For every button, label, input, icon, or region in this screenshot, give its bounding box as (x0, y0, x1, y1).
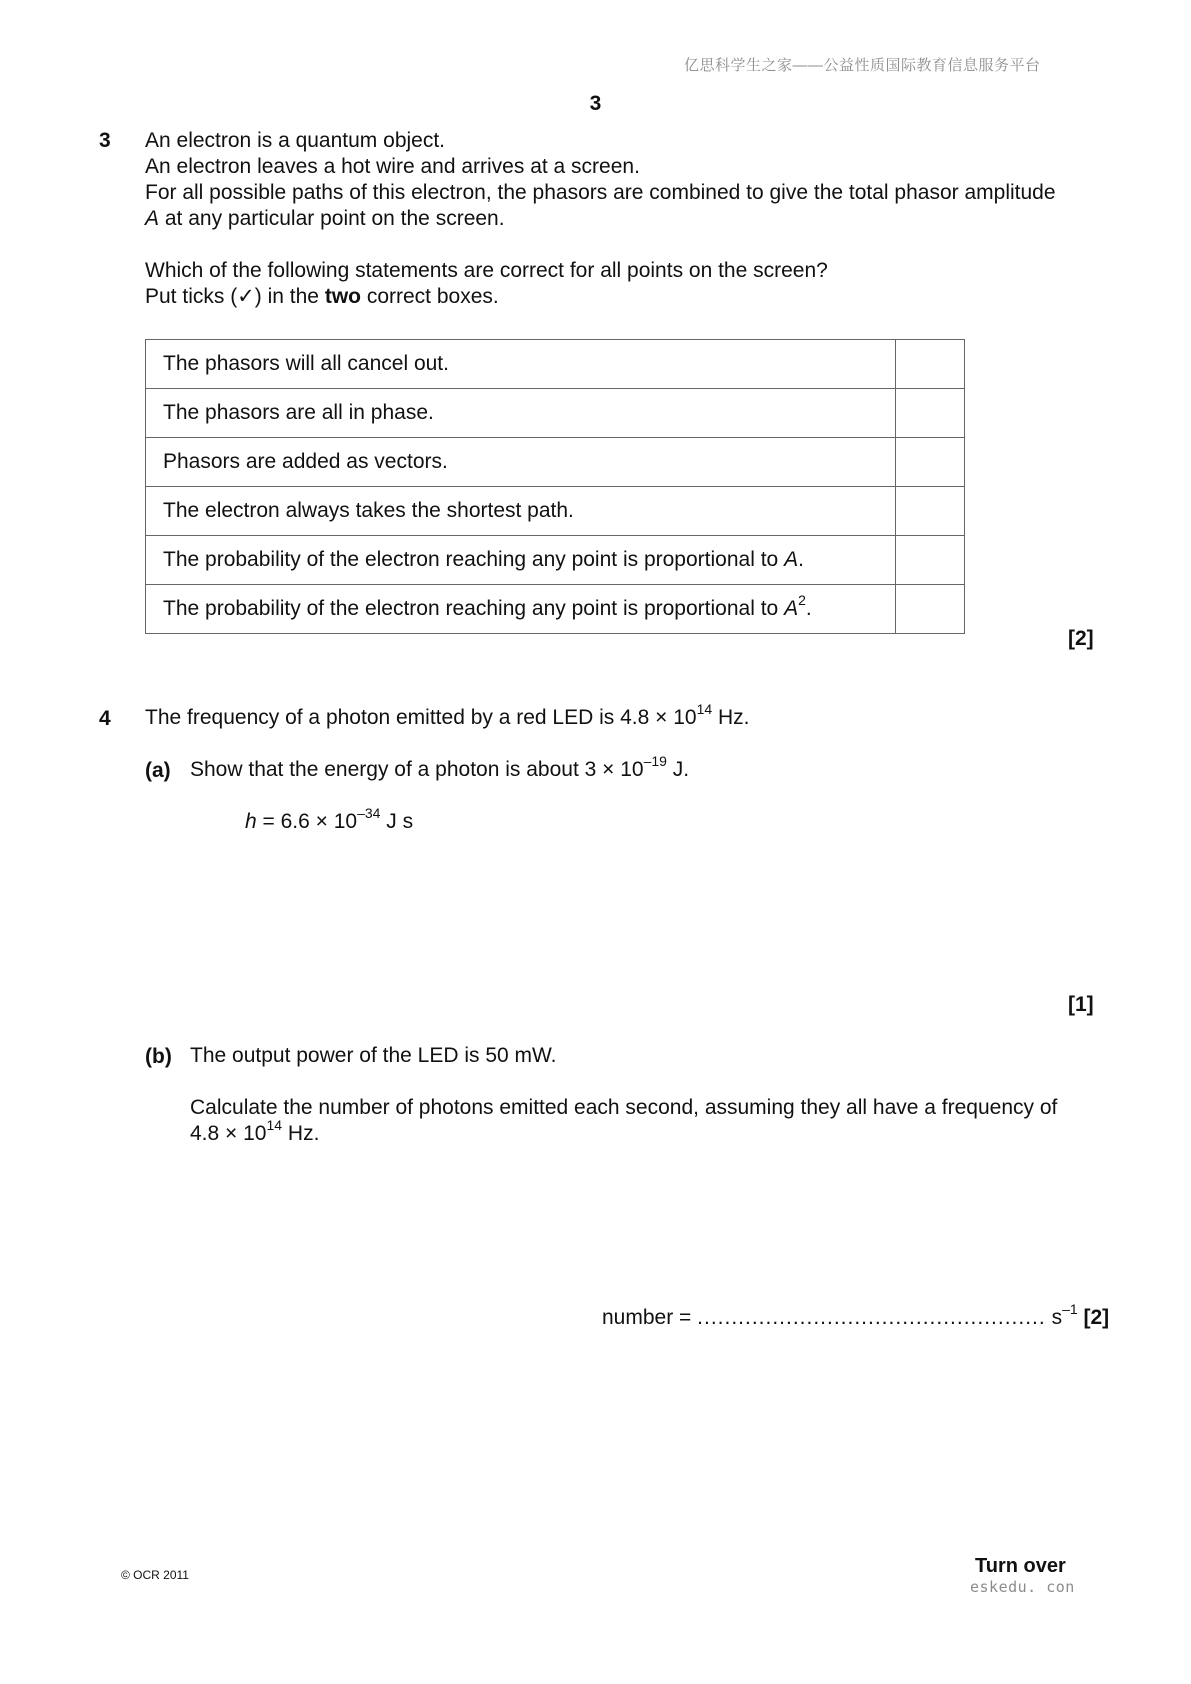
q3-line-3: For all possible paths of this electron, the phasors are combined to give the total phasor amplitude (145, 181, 1056, 204)
q3-line-4-text: at any particular point on the screen. (164, 207, 505, 230)
instruction-post: correct boxes. (366, 285, 499, 308)
part-b-text: The output power of the LED is 50 mW. (190, 1044, 557, 1067)
q3-line-4 (145, 206, 1056, 232)
answer-line (602, 1301, 1110, 1331)
q3-instruction (145, 284, 828, 310)
table-row (146, 585, 965, 634)
part-b-label: (b) (145, 1045, 172, 1068)
table-row (146, 536, 965, 585)
question-3-prompt (145, 258, 828, 310)
answer-label: number = (602, 1306, 692, 1329)
calc2-text: 4.8 × 10 (190, 1122, 267, 1145)
q3-line-2: An electron leaves a hot wire and arrives at a screen. (145, 155, 640, 178)
table-row (146, 389, 965, 438)
q3-marks: [2] (1068, 627, 1094, 650)
part-b-calc-line-1: Calculate the number of photons emitted each second, assuming they all have a frequency of (190, 1096, 1058, 1119)
question-4-number: 4 (99, 707, 111, 730)
question-3-number: 3 (99, 129, 111, 152)
calc2-end: Hz. (282, 1122, 320, 1145)
part-a-text (190, 753, 690, 783)
part-a-label: (a) (145, 759, 171, 782)
statement-2: The phasors are all in phase. (146, 389, 896, 438)
instruction-pre: Put ticks (✓) in the (145, 285, 319, 308)
statement-6-sup: 2 (798, 592, 806, 608)
h-value: = 6.6 × 10 (256, 810, 358, 833)
calc2-sup: 14 (266, 1117, 283, 1133)
h-unit: J s (380, 810, 414, 833)
answer-dots[interactable]: ................................................... (697, 1306, 1046, 1329)
statement-6-text: The probability of the electron reaching any point is proportional to (163, 597, 779, 620)
statement-4: The electron always takes the shortest path. (146, 487, 896, 536)
part-b-calc (190, 1095, 1057, 1147)
statement-5 (146, 536, 896, 585)
statement-6 (146, 585, 896, 634)
table-row (146, 340, 965, 389)
answer-unit: s (1051, 1306, 1063, 1329)
tick-box-5[interactable] (896, 536, 965, 585)
turn-over: Turn over (975, 1555, 1066, 1577)
q3-question: Which of the following statements are correct for all points on the screen? (145, 259, 828, 282)
statement-5-end: . (798, 548, 804, 571)
q3-line-1: An electron is a quantum object. (145, 129, 446, 152)
q4-intro-sup: 14 (696, 701, 713, 717)
question-4-intro (145, 701, 750, 731)
statement-1: The phasors will all cancel out. (146, 340, 896, 389)
q4a-marks: [1] (1068, 993, 1094, 1016)
table-row (146, 438, 965, 487)
statement-6-end: . (805, 597, 812, 620)
tick-box-3[interactable] (896, 438, 965, 487)
answer-table (145, 339, 965, 634)
instruction-bold: two (324, 285, 361, 308)
part-b-calc-line-2 (190, 1117, 1057, 1147)
part-a-main: Show that the energy of a photon is about 3 × 10 (190, 758, 644, 781)
table-row (146, 487, 965, 536)
tick-box-2[interactable] (896, 389, 965, 438)
copyright: © OCR 2011 (121, 1568, 189, 1582)
header-watermark: 亿思科学生之家——公益性质国际教育信息服务平台 (684, 57, 1041, 74)
page-number: 3 (589, 92, 602, 115)
tick-box-1[interactable] (896, 340, 965, 389)
variable-a: A (145, 207, 160, 230)
part-a-sup: –19 (643, 753, 667, 769)
h-sup: –34 (357, 805, 381, 821)
answer-unit-sup: –1 (1062, 1301, 1078, 1317)
statement-5-text: The probability of the electron reaching any point is proportional to (163, 548, 779, 571)
tick-box-4[interactable] (896, 487, 965, 536)
footer-watermark: eskedu. con (970, 1578, 1075, 1596)
q4b-marks: [2] (1083, 1306, 1110, 1329)
statement-5-var: A (784, 548, 799, 571)
h-variable: h (245, 810, 257, 833)
part-a-end: J. (666, 758, 690, 781)
statement-3: Phasors are added as vectors. (146, 438, 896, 487)
q4-intro-text: The frequency of a photon emitted by a red LED is 4.8 × 10 (145, 706, 697, 729)
question-3-body (145, 128, 1056, 232)
q4-intro-end: Hz. (712, 706, 750, 729)
statement-6-var: A (784, 597, 799, 620)
planck-constant (245, 805, 414, 835)
tick-box-6[interactable] (896, 585, 965, 634)
